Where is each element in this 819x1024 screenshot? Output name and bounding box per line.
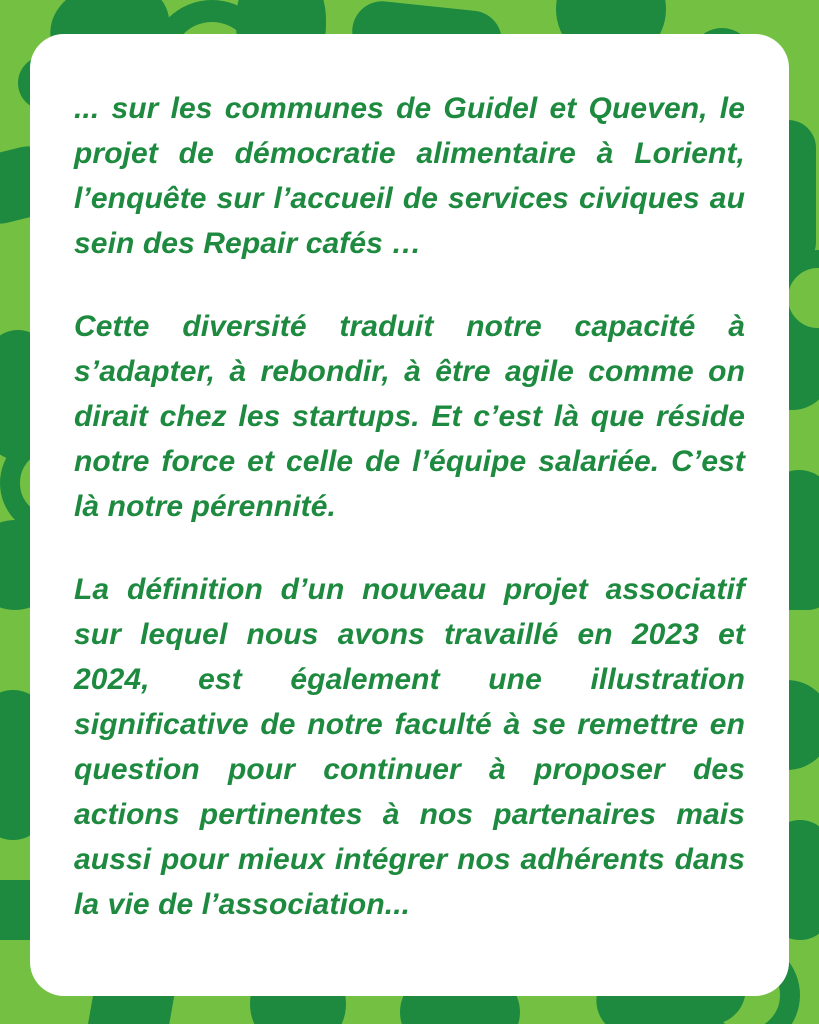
- paragraph-1: ... sur les communes de Guidel et Queven, le projet de démocratie alimentaire à Lorient, l’enquête sur l’accueil de services civiques au sein des Repair cafés …: [74, 92, 745, 260]
- paragraph-2: Cette diversité traduit notre capacité à s’adapter, à rebondir, à être agile comme on dirait chez les startups. Et c’est là que réside notre force et celle de l’équipe salariée. C’est là notre pérennité.: [74, 310, 745, 523]
- content-card: [30, 34, 789, 996]
- paragraph-3: La définition d’un nouveau projet associatif sur lequel nous avons travaillé en 2023 et 2024, est également une illustration significative de notre faculté à se remettre en question pour continuer à proposer des actions pertinentes à nos partenaires mais aussi pour mieux intégrer nos adhérents dans la vie de l’association...: [74, 573, 745, 921]
